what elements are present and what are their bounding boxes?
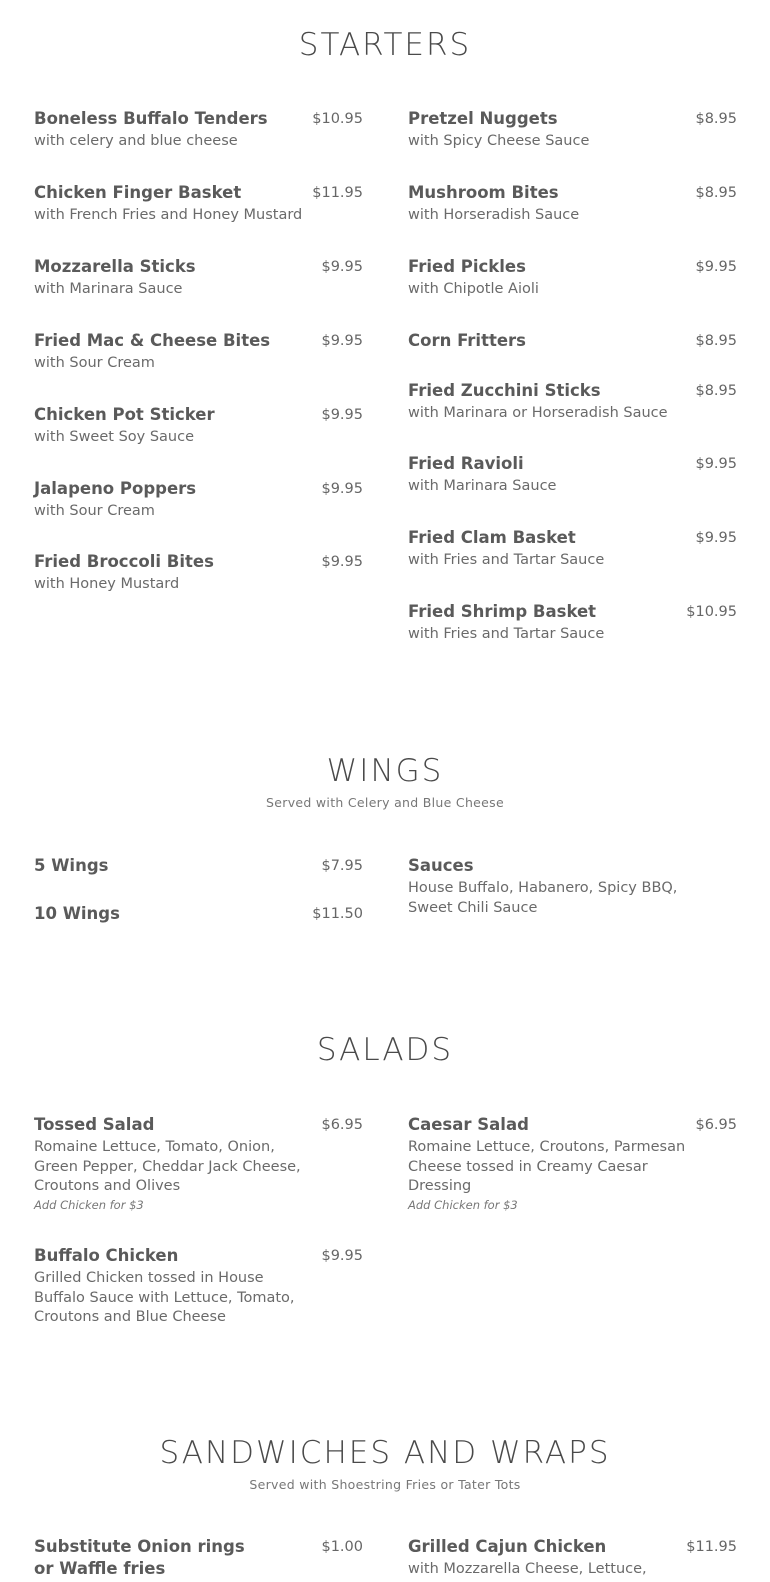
item-name: Boneless Buffalo Tenders bbox=[34, 109, 268, 128]
item-name: Caesar Salad bbox=[408, 1115, 529, 1134]
menu-item-boneless-buffalo-tenders bbox=[34, 108, 363, 152]
item-name: Corn Fritters bbox=[408, 331, 527, 350]
item-price: $9.95 bbox=[321, 481, 363, 497]
item-price: $9.95 bbox=[321, 554, 363, 570]
menu-item-jalapeno-poppers bbox=[34, 478, 363, 522]
menu-item-fried-mac-cheese-bites bbox=[34, 330, 363, 374]
item-price: $11.95 bbox=[686, 1539, 737, 1555]
item-name: Fried Clam Basket bbox=[408, 528, 576, 547]
item-price: $11.50 bbox=[312, 906, 363, 922]
menu-item-grilled-cajun-chicken bbox=[408, 1536, 737, 1580]
item-description: Grilled Chicken tossed in House Buffalo Sauce with Lettuce, Tomato, Croutons and Blue Cheese bbox=[34, 1270, 295, 1325]
sandwiches-title: SANDWICHES AND WRAPS bbox=[159, 1435, 611, 1471]
menu-item-caesar-salad bbox=[408, 1114, 737, 1214]
item-name: Mushroom Bites bbox=[408, 183, 559, 202]
sandwiches-subtitle: Served with Shoestring Fries or Tater Tots bbox=[249, 1477, 521, 1492]
item-price: $11.95 bbox=[312, 185, 363, 201]
item-price: $6.95 bbox=[695, 1117, 737, 1133]
item-price: $10.95 bbox=[686, 604, 737, 620]
menu-item-tossed-salad bbox=[34, 1114, 363, 1214]
menu-item-fried-ravioli bbox=[408, 453, 737, 497]
item-name: 10 Wings bbox=[34, 904, 120, 923]
item-name: Mozzarella Sticks bbox=[34, 257, 196, 276]
item-description: House Buffalo, Habanero, Spicy BBQ, Sweet Chili Sauce bbox=[408, 880, 678, 916]
item-description: with Marinara Sauce bbox=[34, 281, 183, 297]
item-name: Chicken Pot Sticker bbox=[34, 405, 215, 424]
item-name: Grilled Cajun Chicken bbox=[408, 1537, 607, 1556]
item-name: Pretzel Nuggets bbox=[408, 109, 558, 128]
item-description: with Sour Cream bbox=[34, 355, 155, 371]
menu-item-fried-shrimp-basket bbox=[408, 601, 737, 645]
item-note: Add Chicken for $3 bbox=[34, 1197, 144, 1212]
menu-item-fried-zucchini-sticks bbox=[408, 380, 737, 424]
menu-item-fried-pickles bbox=[408, 256, 737, 300]
item-name: Fried Mac & Cheese Bites bbox=[34, 331, 271, 350]
menu-item-pretzel-nuggets bbox=[408, 108, 737, 152]
menu-item-mozzarella-sticks bbox=[34, 256, 363, 300]
item-name: Fried Broccoli Bites bbox=[34, 552, 214, 571]
item-name: Substitute Onion rings or Waffle fries bbox=[34, 1537, 245, 1578]
item-description: with celery and blue cheese bbox=[34, 133, 238, 149]
menu-item-mushroom-bites bbox=[408, 182, 737, 226]
item-description: Romaine Lettuce, Croutons, Parmesan Cheese tossed in Creamy Caesar Dressing bbox=[408, 1139, 686, 1194]
item-price: $9.95 bbox=[695, 456, 737, 472]
item-price: $8.95 bbox=[695, 333, 737, 349]
item-price: $6.95 bbox=[321, 1117, 363, 1133]
item-description: with Marinara or Horseradish Sauce bbox=[408, 405, 668, 421]
item-price: $9.95 bbox=[321, 407, 363, 423]
item-description: Romaine Lettuce, Tomato, Onion, Green Pepper, Cheddar Jack Cheese, Croutons and Olives bbox=[34, 1139, 301, 1194]
item-name: Tossed Salad bbox=[34, 1115, 155, 1134]
item-description: with Mozzarella Cheese, Lettuce, bbox=[408, 1561, 647, 1577]
item-name: Fried Pickles bbox=[408, 257, 526, 276]
menu-item-corn-fritters bbox=[408, 330, 737, 352]
wings-subtitle: Served with Celery and Blue Cheese bbox=[266, 795, 504, 810]
menu-item-substitute-onion-rings bbox=[34, 1536, 363, 1580]
item-name: Jalapeno Poppers bbox=[34, 479, 197, 498]
item-description: with Fries and Tartar Sauce bbox=[408, 626, 605, 642]
item-name: Fried Shrimp Basket bbox=[408, 602, 597, 621]
item-note: Add Chicken for $3 bbox=[408, 1197, 518, 1212]
item-name: Chicken Finger Basket bbox=[34, 183, 242, 202]
item-price: $9.95 bbox=[321, 333, 363, 349]
item-price: $8.95 bbox=[695, 383, 737, 399]
item-name: Buffalo Chicken bbox=[34, 1246, 179, 1265]
item-description: with Sour Cream bbox=[34, 503, 155, 519]
menu-item-sauces bbox=[408, 855, 737, 918]
item-price: $1.00 bbox=[321, 1539, 363, 1555]
item-description: with Spicy Cheese Sauce bbox=[408, 133, 590, 149]
menu-item-fried-broccoli-bites bbox=[34, 551, 363, 595]
item-name: 5 Wings bbox=[34, 856, 109, 875]
menu-item-buffalo-chicken bbox=[34, 1245, 363, 1328]
item-price: $9.95 bbox=[321, 1248, 363, 1264]
menu-item-10-wings bbox=[34, 903, 363, 925]
item-name: Fried Ravioli bbox=[408, 454, 524, 473]
menu-item-chicken-finger-basket bbox=[34, 182, 363, 226]
item-description: with Sweet Soy Sauce bbox=[34, 429, 195, 445]
salads-title: SALADS bbox=[316, 1032, 454, 1068]
item-description: with Fries and Tartar Sauce bbox=[408, 552, 605, 568]
item-price: $10.95 bbox=[312, 111, 363, 127]
item-description: with French Fries and Honey Mustard bbox=[34, 207, 303, 223]
item-price: $9.95 bbox=[321, 259, 363, 275]
item-price: $8.95 bbox=[695, 111, 737, 127]
item-description: with Horseradish Sauce bbox=[408, 207, 580, 223]
wings-title: WINGS bbox=[326, 753, 444, 789]
item-price: $9.95 bbox=[695, 259, 737, 275]
item-price: $8.95 bbox=[695, 185, 737, 201]
item-price: $7.95 bbox=[321, 858, 363, 874]
item-name: Sauces bbox=[408, 856, 474, 875]
menu-item-chicken-pot-sticker bbox=[34, 404, 363, 448]
item-description: with Chipotle Aioli bbox=[408, 281, 539, 297]
item-price: $9.95 bbox=[695, 530, 737, 546]
menu-item-5-wings bbox=[34, 855, 363, 877]
item-name: Fried Zucchini Sticks bbox=[408, 381, 601, 400]
item-description: with Marinara Sauce bbox=[408, 478, 557, 494]
menu-item-fried-clam-basket bbox=[408, 527, 737, 571]
item-description: with Honey Mustard bbox=[34, 576, 180, 592]
starters-title: STARTERS bbox=[298, 27, 472, 63]
